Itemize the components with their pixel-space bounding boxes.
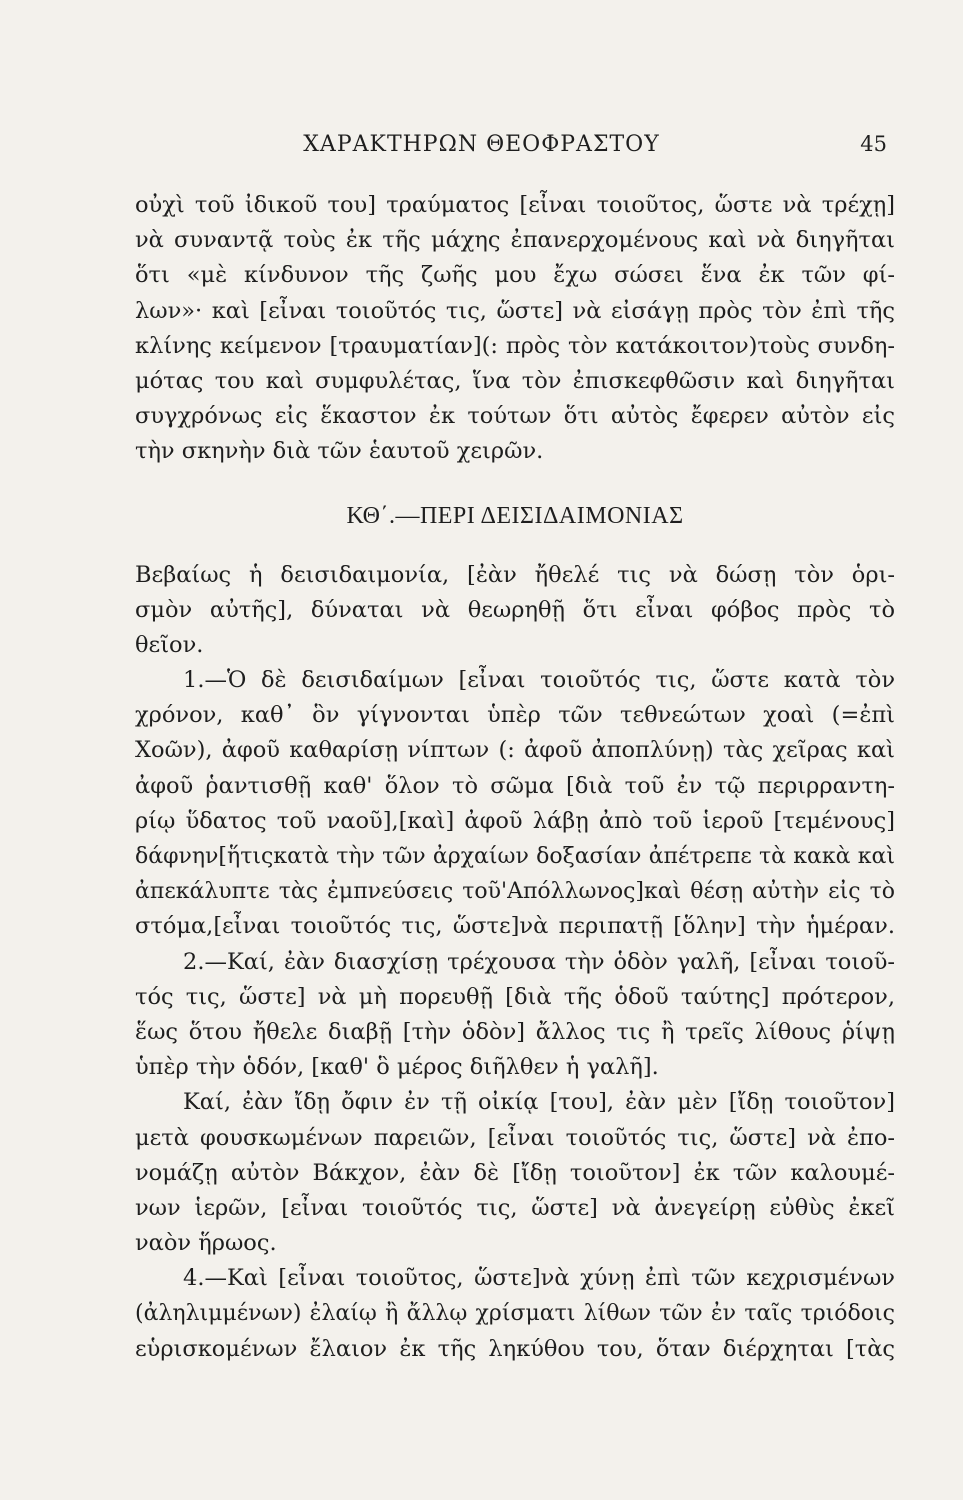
- body-text: [135, 188, 895, 1367]
- text-line: ρίῳ ὕδατος τοῦ ναοῦ],[καὶ] ἀφοῦ λάβῃ ἀπὸ τοῦ ἱεροῦ [τεμένους]: [135, 807, 895, 834]
- text-line: 1.—Ὁ δὲ δεισιδαίμων [εἶναι τοιοῦτός τις, ὥστε κατὰ τὸν: [183, 667, 895, 694]
- text-line: Καί, ἐὰν ἴδῃ ὄφιν ἐν τῇ οἰκίᾳ [του], ἐὰν μὲν [ἴδῃ τοιοῦτον]: [183, 1089, 895, 1116]
- page-number: 45: [860, 132, 887, 156]
- running-title: ΧΑΡΑΚΤΗΡΩΝ ΘΕΟΦΡΑΣΤΟΥ: [303, 132, 660, 157]
- text-line: 2.—Καί, ἐὰν διασχίσῃ τρέχουσα τὴν ὁδὸν γαλῆ, [εἶναι τοιοῦ-: [183, 948, 895, 975]
- paragraph-continuation: [135, 188, 895, 470]
- text-line: ἀφοῦ ῥαντισθῇ καθ' ὅλον τὸ σῶμα [διὰ τοῦ ἐν τῷ περιρραντη-: [135, 772, 895, 799]
- paragraph-2: [135, 945, 895, 1086]
- text-line: μότας του καὶ συμφυλέτας, ἵνα τὸν ἐπισκεφθῶσιν καὶ διηγῆται: [135, 367, 895, 394]
- text-line: οὐχὶ τοῦ ἰδικοῦ του] τραύματος [εἶναι τοιοῦτος, ὥστε νὰ τρέχῃ]: [135, 192, 895, 218]
- text-line: εὑρισκομένων ἔλαιον ἐκ τῆς ληκύθου του, ὅταν διέρχηται [τὰς: [135, 1335, 895, 1362]
- section-title: ΚΘ΄.—ΠΕΡΙ ΔΕΙΣΙΔΑΙΜΟΝΙΑΣ: [346, 502, 684, 529]
- text-line: ὑπὲρ τὴν ὁδόν, [καθ' ὃ μέρος διῆλθεν ἡ γαλῆ].: [135, 1054, 659, 1081]
- text-line: κλίνης κείμενον [τραυματίαν](: πρὸς τὸν κατάκοιτον)τοὺς συνδη-: [135, 332, 895, 359]
- text-line: στόμα,[εἶναι τοιοῦτός τις, ὥστε]νὰ περιπατῇ [ὅλην] τὴν ἡμέραν.: [135, 913, 895, 940]
- text-line: ἕως ὅτου ἤθελε διαβῇ [τὴν ὁδὸν] ἄλλος τις ἢ τρεῖς λίθους ῥίψῃ: [135, 1018, 895, 1045]
- text-line: μετὰ φουσκωμένων παρειῶν, [εἶναι τοιοῦτός τις, ὥστε] νὰ ἐπο-: [135, 1124, 895, 1151]
- text-line: θεῖον.: [135, 631, 204, 658]
- paragraph-1: [135, 663, 895, 945]
- text-line: σμὸν αὐτῆς], δύναται νὰ θεωρηθῇ ὅτι εἶναι φόβος πρὸς τὸ: [135, 596, 895, 623]
- text-line: τός τις, ὥστε] νὰ μὴ πορευθῇ [διὰ τῆς ὁδοῦ ταύτης] πρότερον,: [135, 983, 895, 1010]
- text-line: Χοῶν), ἀφοῦ καθαρίσῃ νίπτων (: ἀφοῦ ἀποπλύνῃ) τὰς χεῖρας καὶ: [135, 737, 895, 764]
- text-line: Βεβαίως ἡ δεισιδαιμονία, [ἐὰν ἤθελέ τις νὰ δώσῃ τὸν ὁρι-: [135, 561, 895, 588]
- text-line: συγχρόνως εἰς ἕκαστον ἐκ τούτων ὅτι αὐτὸς ἔφερεν αὐτὸν εἰς: [135, 403, 895, 430]
- text-line: χρόνον, καθ᾽ ὃν γίγνονται ὑπὲρ τῶν τεθνεώτων χοαὶ (=ἐπὶ: [135, 702, 895, 729]
- text-line: ὅτι «μὲ κίνδυνον τῆς ζωῆς μου ἔχω σώσει ἕνα ἐκ τῶν φί-: [135, 262, 895, 289]
- text-line: νομάζῃ αὐτὸν Βάκχον, ἐὰν δὲ [ἴδῃ τοιοῦτον] ἐκ τῶν καλουμέ-: [135, 1159, 895, 1186]
- text-line: 4.—Καὶ [εἶναι τοιοῦτος, ὥστε]νὰ χύνῃ ἐπὶ τῶν κεχρισμένων: [183, 1265, 895, 1292]
- paragraph-3: [135, 1085, 895, 1261]
- paragraph-definition: [135, 558, 895, 664]
- text-line: (ἀληλιμμένων) ἐλαίῳ ἢ ἄλλῳ χρίσματι λίθων τῶν ἐν ταῖς τριόδοις: [135, 1301, 895, 1327]
- text-line: τὴν σκηνὴν διὰ τῶν ἑαυτοῦ χειρῶν.: [135, 438, 544, 465]
- text-line: δάφνην[ἥτιςκατὰ τὴν τῶν ἀρχαίων δοξασίαν ἀπέτρεπε τὰ κακὰ καὶ: [135, 844, 895, 869]
- text-line: νὰ συναντᾷ τοὺς ἐκ τῆς μάχης ἐπανερχομένους καὶ νὰ διηγῆται: [135, 227, 895, 254]
- text-line: νων ἱερῶν, [εἶναι τοιοῦτός τις, ὥστε] νὰ ἀνεγείρῃ εὐθὺς ἐκεῖ: [135, 1194, 895, 1221]
- paragraph-4: [135, 1261, 895, 1367]
- text-line: ἀπεκάλυπτε τὰς ἐμπνεύσεις τοῦ'Απόλλωνος]καὶ θέσῃ αὐτὴν εἰς τὸ: [135, 879, 895, 905]
- text-line: λων»· καὶ [εἶναι τοιοῦτός τις, ὥστε] νὰ εἰσάγῃ πρὸς τὸν ἐπὶ τῆς: [135, 297, 895, 324]
- page-header: [0, 128, 963, 164]
- text-line: ναὸν ἥρωος.: [135, 1230, 277, 1257]
